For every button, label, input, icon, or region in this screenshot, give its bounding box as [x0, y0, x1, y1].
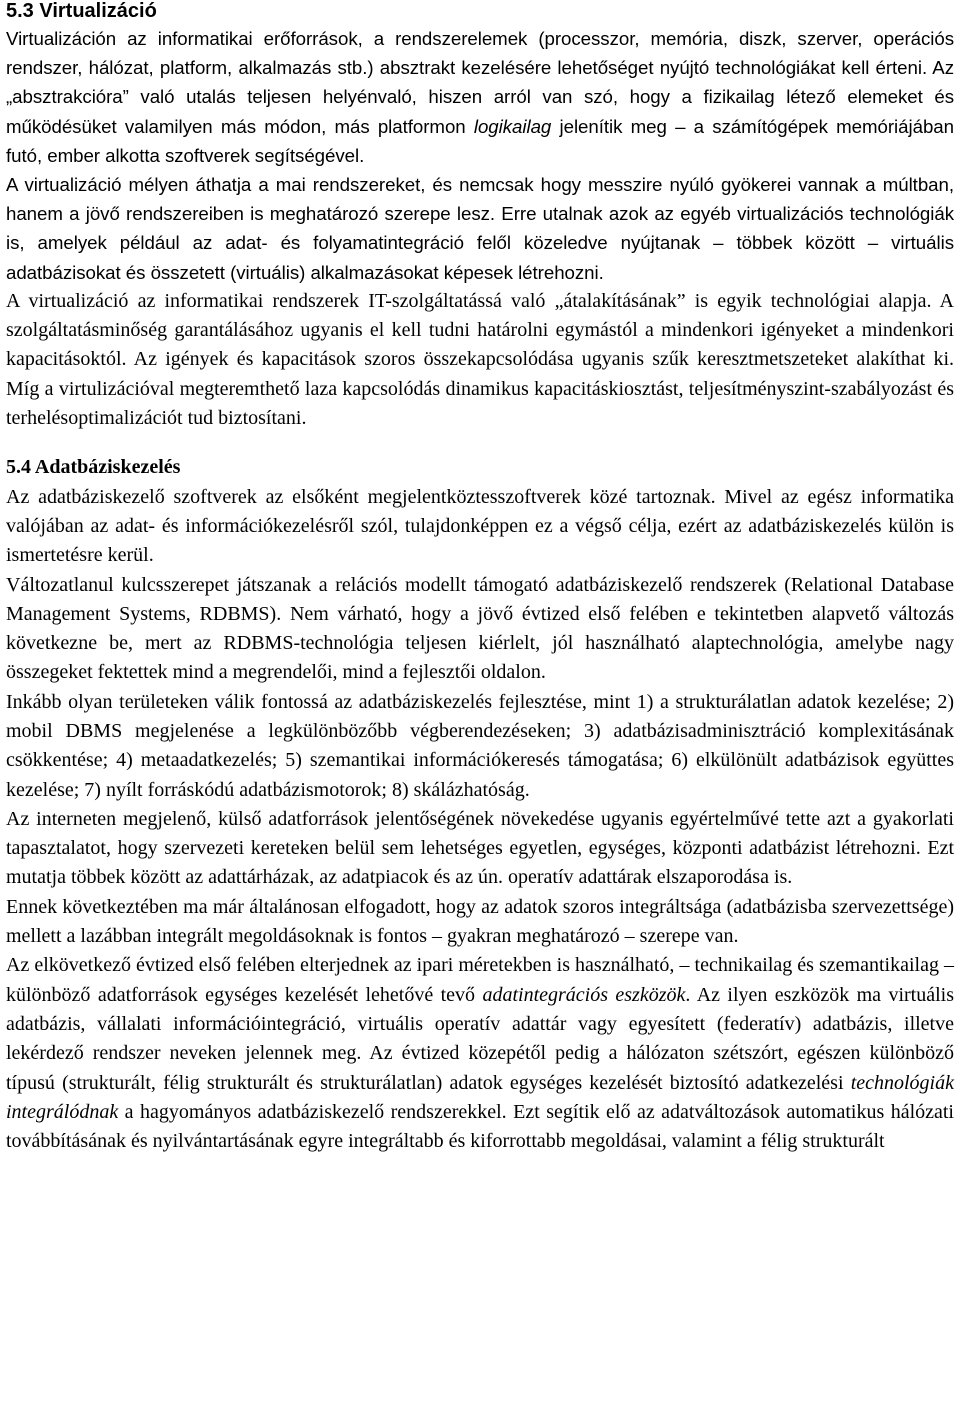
- paragraph-data-integration-tools: [6, 951, 954, 1156]
- paragraph-rdbms: Változatlanul kulcsszerepet játszanak a relációs modellt támogató adatbáziskezelő rendszerek (Relational Database Management Systems, RDBMS). Nem várható, hogy a jövő évtized első felében e tekintetben alapvető változás következne be, mert az RDBMS-technológia teljesen kiérlelt, jól használható alaptechnológia, amelybe nagy összegeket fektettek mind a megrendelői, mind a fejlesztői oldalon.: [6, 573, 954, 684]
- paragraph-text: jelenítik meg – a számítógépek memóriájában futó, ember alkotta szoftverek segítségével.: [6, 115, 954, 166]
- paragraph-text: Az elkövetkező évtized első felében elterjednek az ipari méretekben is használható, – technikailag és szemantikailag – különböző adatforrások egységes kezelését lehetővé tevő: [6, 954, 954, 1006]
- section-heading-virtualization: 5.3 Virtualizáció: [6, 0, 157, 22]
- italic-term: logikailag: [473, 115, 552, 137]
- paragraph-text: . Az ilyen eszközök ma virtuális adatbázis, vállalati információintegráció, virtuális operatív adattár vagy egyesített (federatív) adatbázis, illetve lekérdező rendszer neveken jelennek meg. Az évtized közepétől pedig a hálózaton szétszórt, egészen különböző típusú (strukturált, félig strukturált és strukturálatlan) adatok egységes kezelését biztosító adatkezelési: [6, 983, 954, 1094]
- paragraph-virtualization-definition: [6, 24, 954, 170]
- italic-term: adatintegrációs eszközök: [482, 983, 686, 1006]
- paragraph-text: Virtualizáción az informatikai erőforrások, a rendszerelemek (processzor, memória, diszk, szerver, operációs rendszer, hálózat, platform, alkalmazás stb.) absztrakt kezelésére lehetőséget nyújtó technológiákat kell érteni. Az „absztrakcióra” való utalás teljesen helyénvaló, hiszen arról van szó, hogy a fizikailag létező elemeket és működésüket valamilyen más módon, más platformon: [6, 28, 954, 137]
- paragraph-text: a hagyományos adatbáziskezelő rendszerekkel. Ezt segítik elő az adatváltozások automatikus hálózati továbbításának és nyilvántartásának egyre integráltabb és kiforrottabb megoldásai, valamint a félig strukturált: [6, 1100, 954, 1153]
- paragraph-loose-integration: Ennek következtében ma már általánosan elfogadott, hogy az adatok szoros integráltsága (adatbázisba szervezettsége) mellett a lazábban integrált megoldásoknak is fontos – gyakran meghatározó – szerepe van.: [6, 895, 954, 948]
- paragraph-external-sources: Az interneten megjelenő, külső adatforrások jelentőségének növekedése ugyanis egyértelművé tette azt a gyakorlati tapasztalatot, hogy szervezeti kereteken belül sem lehetséges egyetlen, egységes, központi adatbázist létrehozni. Ezt mutatja többek között az adattárházak, az adatpiacok és az ún. operatív adattárak elszaporodása is.: [6, 807, 954, 889]
- paragraph-virtualization-impact: A virtualizáció mélyen áthatja a mai rendszereket, és nemcsak hogy messzire nyúló gyökerei vannak a múltban, hanem a jövő rendszereiben is meghatározó szerepe lesz. Erre utalnak azok az egyéb virtualizációs technológiák is, amelyek például az adat- és folyamatintegráció felől közeledve nyújtanak – többek között – virtuális adatbázisokat és összetett (virtuális) alkalmazásokat képesek létrehozni.: [6, 174, 954, 283]
- italic-term: technológiák integrálódnak: [6, 1071, 954, 1123]
- paragraph-development-areas: Inkább olyan területeken válik fontossá az adatbáziskezelés fejlesztése, mint 1) a strukturálatlan adatok kezelése; 2) mobil DBMS megjelenése a legkülönbözőbb végberendezéseken; 3) adatbázisadminisztráció komplexitásának csökkentése; 4) metaadatkezelés; 5) szemantikai információkeresés támogatása; 6) elkülönült adatbázisok együttes kezelése; 7) nyílt forráskódú adatbázismotorok; 8) skálázhatóság.: [6, 690, 954, 801]
- document-page: [6, 0, 954, 1156]
- paragraph-database-intro: Az adatbáziskezelő szoftverek az elsőként megjelentköztesszoftverek közé tartoznak. Mivel az egész informatika valójában az adat- és információkezelésről szól, tulajdonképpen ez a végső célja, ezért az adatbáziskezelés külön is ismertetésre kerül.: [6, 485, 954, 567]
- section-heading-database-management: 5.4 Adatbáziskezelés: [6, 456, 181, 479]
- paragraph-virtualization-it-service: A virtualizáció az informatikai rendszerek IT-szolgáltatássá való „átalakításának” is egyik technológiai alapja. A szolgáltatásminőség garantálásához ugyanis el kell tudni határolni egymástól a mindenkori igényeket a mindenkori kapacitásoktól. Az igények és kapacitások szoros összekapcsolódása ugyanis szűk keresztmetszeteket alakíthat ki. Míg a virtulizációval megteremthető laza kapcsolódás dinamikus kapacitáskiosztást, teljesítményszint-szabályozást és terhelésoptimalizációt tud biztosítani.: [6, 289, 954, 430]
